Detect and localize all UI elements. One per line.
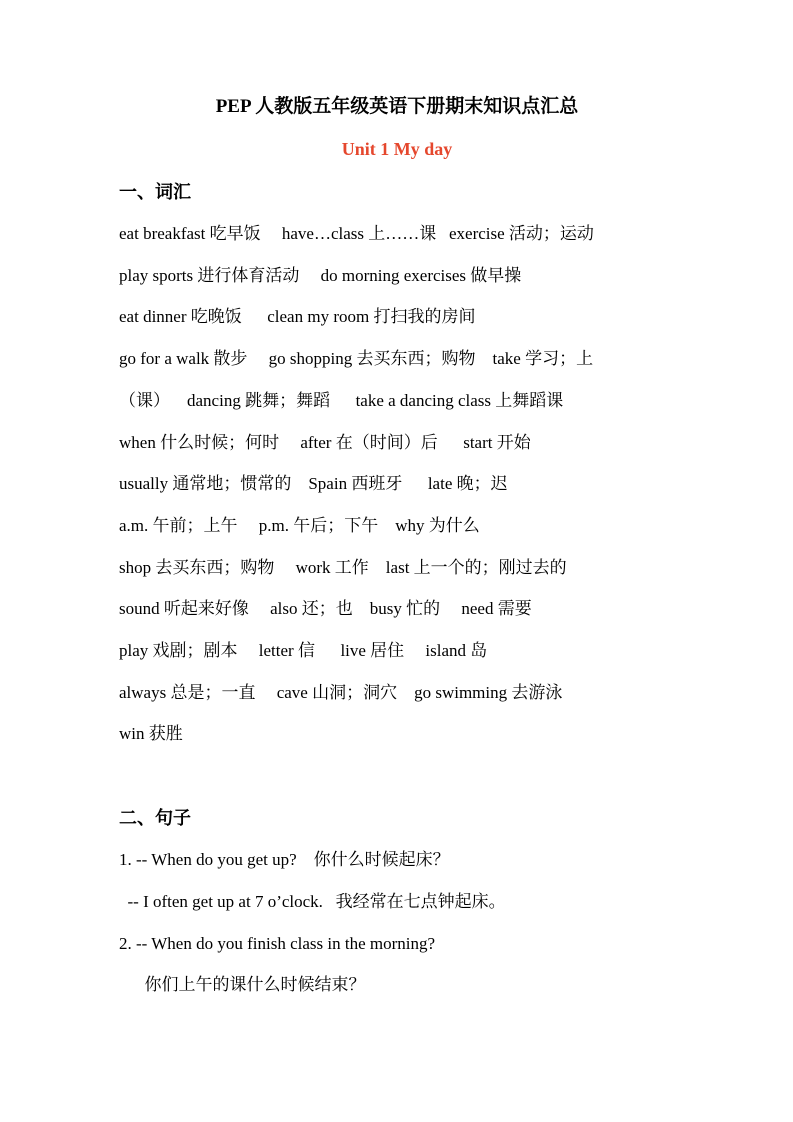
sentence-line: -- I often get up at 7 o’clock. 我经常在七点钟起床。: [119, 891, 506, 911]
doc-title: PEP 人教版五年级英语下册期末知识点汇总: [215, 96, 579, 117]
section-heading-sentences: 二、句子: [119, 808, 191, 829]
vocab-line: a.m. 午前；上午 p.m. 午后；下午 why 为什么: [119, 515, 480, 535]
vocab-line: when 什么时候；何时 after 在（时间）后 start 开始: [119, 432, 531, 452]
vocab-line: shop 去买东西；购物 work 工作 last 上一个的；刚过去的: [119, 557, 567, 577]
vocab-line: play 戏剧；剧本 letter 信 live 居住 island 岛: [119, 641, 488, 661]
vocab-line: eat breakfast 吃早饭 have…class 上……课 exercise 活动；运动: [119, 224, 594, 243]
vocab-line: （课） dancing 跳舞；舞蹈 take a dancing class 上舞蹈课: [119, 390, 564, 410]
vocab-line: always 总是；一直 cave 山洞；洞穴 go swimming 去游泳: [119, 682, 563, 702]
vocab-line: go for a walk 散步 go shopping 去买东西；购物 take 学习；上: [119, 349, 594, 369]
sentence-line: 2. -- When do you finish class in the morning?: [119, 933, 436, 953]
sentence-line: 1. -- When do you get up? 你什么时候起床？: [119, 850, 450, 870]
unit-title: Unit 1 My day: [341, 139, 453, 159]
vocab-line: sound 听起来好像 also 还；也 busy 忙的 need 需要: [119, 599, 532, 619]
vocab-line: play sports 进行体育活动 do morning exercises 做早操: [119, 265, 522, 285]
sentence-line: 你们上午的课什么时候结束？: [119, 975, 366, 995]
vocab-line: usually 通常地；惯常的 Spain 西班牙 late 晚；迟: [119, 474, 508, 494]
vocab-line: win 获胜: [119, 724, 183, 744]
vocab-line: eat dinner 吃晚饭 clean my room 打扫我的房间: [119, 307, 476, 327]
section-heading-vocab: 一、词汇: [119, 182, 191, 202]
